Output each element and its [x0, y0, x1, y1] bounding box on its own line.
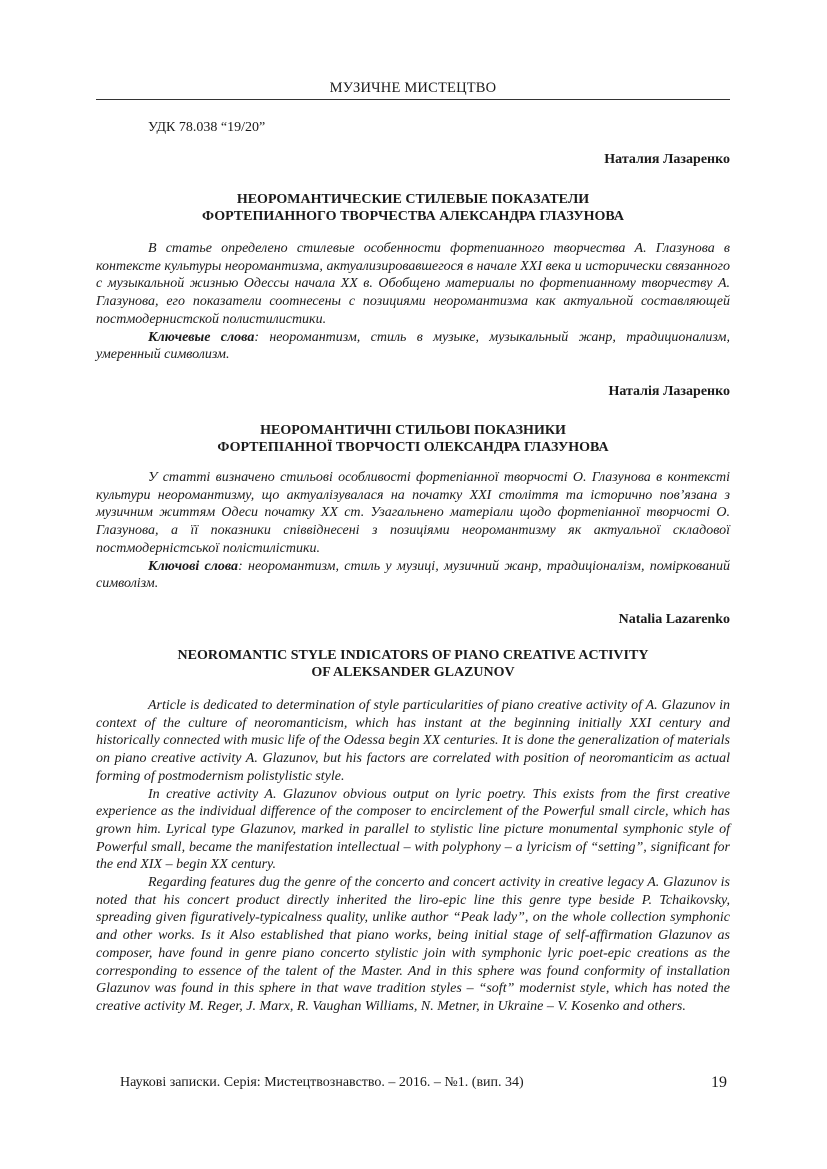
- keywords-ru: [96, 329, 730, 364]
- abstract-ru-text: В статье определено стилевые особенности фортепианного творчества А. Глазунова в контексте культуры неоромантизма, актуализировавшегося в начале XXI века и исторически связанного с музыкальной жизнью Одессы начала XX в. Обобщено материалы по фортепианному творчеству А. Глазунова, его показатели соотнесены с позициями неоромантизма как актуальной составляющей постмодернистской полистилистики.: [96, 241, 730, 327]
- title-uk-line-1: НЕОРОМАНТИЧНІ СТИЛЬОВІ ПОКАЗНИКИ: [260, 423, 566, 438]
- header-rule: [96, 99, 730, 100]
- abstract-en: [96, 697, 730, 1016]
- footer-journal: Наукові записки. Серія: Мистецтвознавство. – 2016. – №1. (вип. 34): [120, 1075, 524, 1090]
- title-en: [96, 647, 730, 681]
- title-ru-line-2: ФОРТЕПИАННОГО ТВОРЧЕСТВА АЛЕКСАНДРА ГЛАЗУНОВА: [202, 209, 624, 224]
- keywords-uk-text: : неоромантизм, стиль у музиці, музичний жанр, традиціоналізм, поміркований символізм.: [96, 558, 731, 592]
- udc-code: УДК 78.038 “19/20”: [148, 120, 266, 135]
- abstract-uk-text: У статті визначено стильові особливості фортепіанної творчості О. Глазунова в контексті культури неоромантизму, що актуалізувалася на початку XXI століття та історично пов’язана з музичним життям Одеси початку XX ст. Узагальнено матеріали щодо фортепіанної творчості О. Глазунова, а її показники співвіднесені з позиціями неоромантизму як актуальної складової постмодерністської полістилістики.: [96, 470, 730, 556]
- author-uk: Наталія Лазаренко: [608, 384, 730, 399]
- abstract-ru: [96, 240, 730, 364]
- abstract-en-paragraph: Article is dedicated to determination of style particularities of piano creative activity of A. Glazunov in context of the culture of neoromanticism, which has instant at the beginning initially XXI century and historically connected with music life of the Odessa begin XX centuries. It is done the generalization of materials on piano creative activity A. Glazunov, but his factors are correlated with position of neoromanticim as actual forming of postmodernism polistylistic style.: [96, 698, 730, 784]
- abstract-en-paragraph: Regarding features dug the genre of the concerto and concert activity in creative legacy A. Glazunov is noted that his concert product directly inherited the liro-epic line this genre type beside P. Tchaikovsky, spreading given figuratively-typicalness quality, unlike author “Peak lady”, on the whole collection symphonic and other works. Is it Also established that piano works, being initial stage of self-affirmation Glazunov as composer, have found in genre piano concerto stylistic join with symphonic lyric poet-epic creations as the corresponding to essence of the talent of the Master. And in this sphere was found conformity of installation Glazunov was found in this sphere in that wave tradition styles – “soft” modernist style, which has noted the creative activity M. Reger, J. Marx, R. Vaughan Williams, N. Metner, in Ukraine – V. Kosenko and others.: [96, 875, 730, 1014]
- title-ru: [96, 191, 730, 225]
- keywords-ru-label: Ключевые слова: [148, 329, 255, 345]
- abstract-en-paragraph: In creative activity A. Glazunov obvious output on lyric poetry. This exists from the first creative experience as the individual difference of the composer to encirclement of the Powerful small circle, which has grown him. Lyrical type Glazunov, marked in parallel to stylistic line picture monumental symphonic style of Powerful small, became the manifestation intellectual – with polyphony – a lyricism of “setting”, significant for the end XIX – begin XX century.: [96, 786, 730, 873]
- title-uk: [96, 422, 730, 456]
- title-ru-line-1: НЕОРОМАНТИЧЕСКИЕ СТИЛЕВЫЕ ПОКАЗАТЕЛИ: [236, 192, 590, 207]
- title-en-line-2: OF ALEKSANDER GLAZUNOV: [311, 665, 515, 680]
- title-en-line-1: NEOROMANTIC STYLE INDICATORS OF PIANO CREATIVE ACTIVITY: [177, 648, 649, 663]
- author-en: Natalia Lazarenko: [618, 612, 730, 627]
- keywords-uk-label: Ключові слова: [148, 558, 239, 574]
- author-ru: Наталия Лазаренко: [604, 152, 730, 167]
- abstract-uk: [96, 469, 730, 593]
- title-uk-line-2: ФОРТЕПІАННОЇ ТВОРЧОСТІ ОЛЕКСАНДРА ГЛАЗУНОВА: [217, 440, 609, 455]
- running-head: МУЗИЧНЕ МИСТЕЦТВО: [329, 80, 497, 96]
- keywords-uk: [96, 558, 730, 593]
- page-number: 19: [711, 1074, 727, 1091]
- keywords-ru-text: : неоромантизм, стиль в музыке, музыкальный жанр, традиционализм, умеренный символизм.: [96, 329, 730, 363]
